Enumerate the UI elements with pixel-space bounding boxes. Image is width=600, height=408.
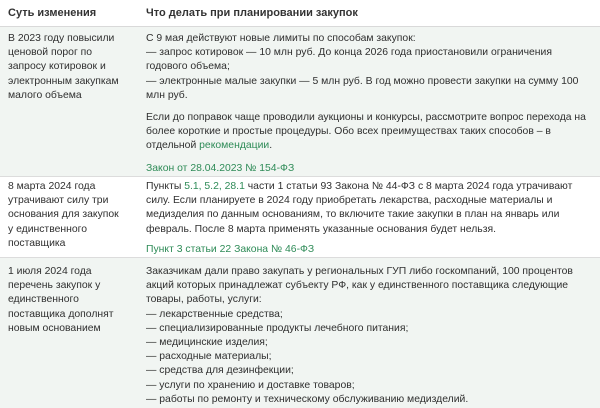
table-row [0,258,600,408]
source-link[interactable]: Пункт 3 статьи 22 Закона № 46-ФЗ [146,243,315,255]
bullet-item: — электронные малые закупки — 5 млн руб. В год можно провести закупки на сумму 100 млн руб. [146,75,579,101]
source-link[interactable]: Закон от 28.04.2023 № 154-ФЗ [146,162,295,174]
list-item: — расходные материалы; [146,351,272,363]
list-item: — лекарственные средства; [146,308,283,320]
list-item: — услуги по хранению и доставке товаров; [146,379,355,391]
planning-advice [146,265,592,407]
recommendation-link[interactable]: рекомендации [199,140,270,152]
change-description: 8 марта 2024 года утрачивают силу три основания для закупок у единственного поставщика [8,181,119,249]
planning-advice [146,32,592,176]
table-row [0,177,600,257]
bullet-item: — запрос котировок — 10 млн руб. До конца 2026 года приостановили ограничения годового объема; [146,47,552,73]
goods-list [146,308,592,407]
advice-text [146,111,592,154]
intro-text: С 9 мая действуют новые лимиты по способам закупок: [146,33,416,44]
column-header-planning: Что делать при планировании закупок [146,7,358,19]
advice-body: Если до поправок чаще проводили аукционы и конкурсы, рассмотрите вопрос перехода на более короткие и простые процедуры. Обо всех преимуществах таких способов – в отдельной [146,112,586,152]
advice-text [146,180,592,237]
planning-advice [146,180,592,257]
intro-text: Заказчикам дали право закупать у региональных ГУП либо госкомпаний, 100 процентов акций которых принадлежат субъекту РФ, как у единственного поставщика следующие товары, работы, услуги: [146,266,573,306]
list-item: — медицинские изделия; [146,337,268,349]
clause-links[interactable]: 5.1, 5.2, 28.1 [184,181,245,192]
list-item: — средства для дезинфекции; [146,365,294,377]
change-description: В 2023 году повысили ценовой порог по запросу котировок и электронным закупкам малого объема [8,33,119,101]
table-header [0,0,600,27]
column-header-change: Суть изменения [8,7,97,19]
list-item: — работы по ремонту и техническому обслуживанию медизделий. [146,393,469,405]
list-item: — специализированные продукты лечебного питания; [146,322,409,334]
table-row [0,27,600,176]
advice-prefix: Пункты [146,181,185,192]
change-description: 1 июля 2024 года перечень закупок у единственного поставщика дополнят новым основанием [8,266,114,334]
advice-end: . [269,140,273,152]
advice-body: части 1 статьи 93 Закона № 44-ФЗ с 8 марта 2024 года утрачивают силу. Если планируете в 2024 году приобретать лекарства, расходные материалы и медизделия по данным основаниям, то включите такие закупки в план на январь или февраль. После 8 марта применять указанные основания будет нельзя. [146,181,573,235]
